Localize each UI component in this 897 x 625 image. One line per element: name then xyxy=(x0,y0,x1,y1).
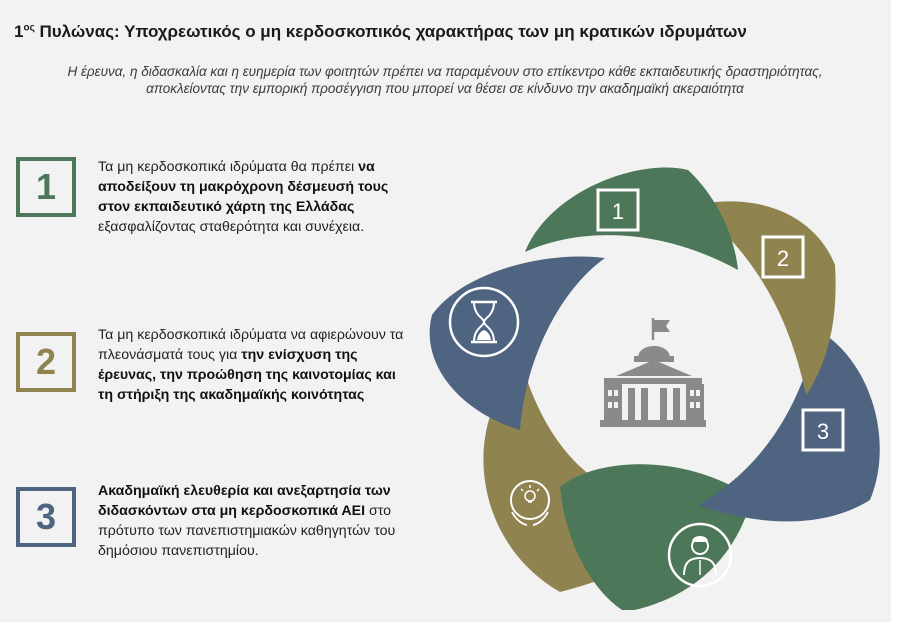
pinwheel-diagram xyxy=(420,150,890,610)
pillar-2 xyxy=(16,325,436,435)
pillar-2-text: Τα μη κερδοσκοπικά ιδρύματα να αφιερώνουν τα πλεονάσματά τους για την ενίσχυση της έρευνας, την προώθηση της καινοτομίας και τη στήριξη της ακαδημαϊκής κοινότητας xyxy=(98,327,404,403)
petal-right-blue xyxy=(698,330,880,521)
pillar-3 xyxy=(16,481,436,591)
pillar-3-number: 3 xyxy=(16,487,76,547)
page-title: $1^{o\varsigma}$ Πυλώνας: Υποχρεωτικός ο μη κερδοσκοπικός χαρακτήρας των μη κρατικών ιδρυμάτων xyxy=(14,22,747,41)
pillar-1-text: Τα μη κερδοσκοπικά ιδρύματα θα πρέπει να αποδείξουν τη μακρόχρονη δέσμευσή τους στον εκπαιδευτικό χάρτη της Ελλάδας εξασφαλίζοντας σταθερότητα και συνέχεια. xyxy=(98,159,389,235)
petal-3-number: 3 xyxy=(816,419,830,444)
subtitle: Η έρευνα, η διδασκαλία και η ευημερία των φοιτητών πρέπει να παραμένουν στο επίκεντρο κάθε εκπαιδευτικής δραστηριότητας, αποκλείοντας την εμπορική προσέγγιση που μπορεί να θέσει σε κίνδυνο την ακαδημαϊκή ακεραιότητα xyxy=(67,64,823,96)
pillar-1-number: 1 xyxy=(16,157,76,217)
petal-top-green xyxy=(525,168,738,270)
pillar-2-number: 2 xyxy=(16,332,76,392)
petal-1-number: 1 xyxy=(611,199,625,224)
petal-2-number: 2 xyxy=(776,246,790,271)
pillar-3-text: Ακαδημαϊκή ελευθερία και ανεξαρτησία των διδασκόντων στα μη κερδοσκοπικά ΑΕΙ στο πρότυπο των πανεπιστημιακών καθηγητών του δημόσιου πανεπιστημίου. xyxy=(98,483,396,559)
university-building-icon xyxy=(600,318,706,427)
petal-bottom-green xyxy=(560,464,752,610)
pillar-1 xyxy=(16,157,436,267)
